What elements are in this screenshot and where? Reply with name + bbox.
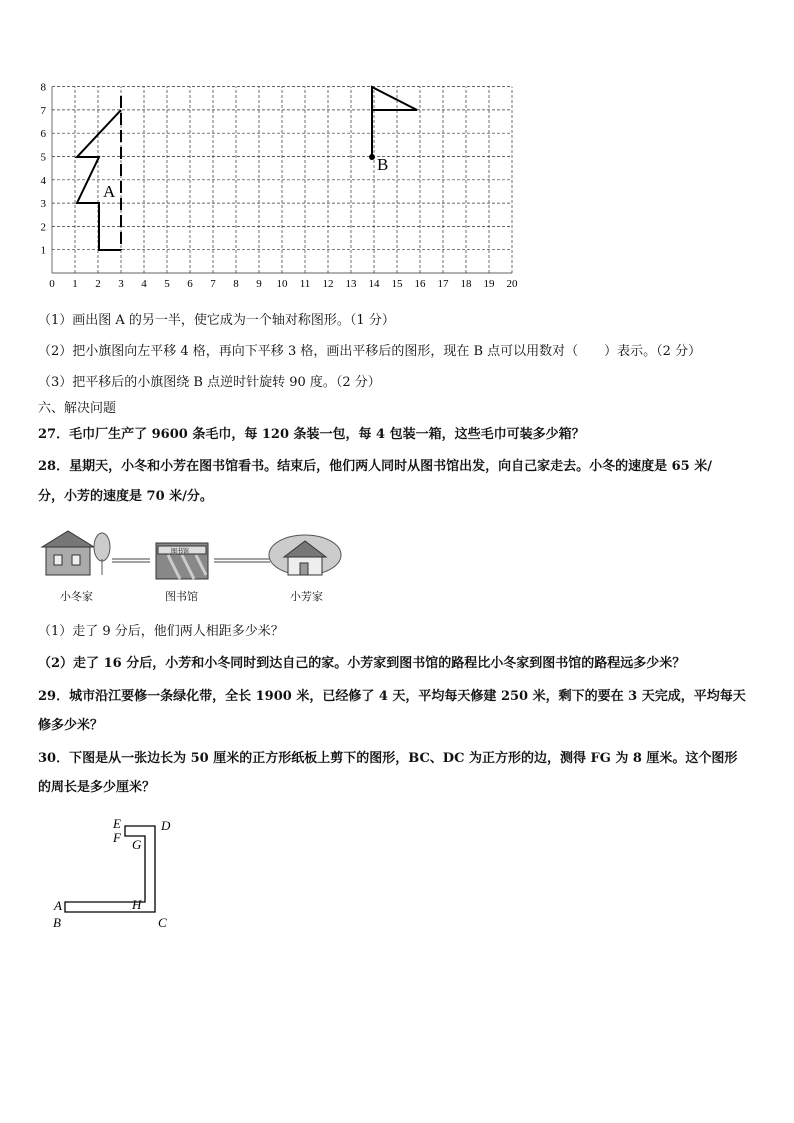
x-tick-label: 6 (187, 278, 193, 290)
y-tick-label: 5 (40, 151, 46, 164)
question-26-3: （3）把平移后的小旗图绕 B 点逆时针旋转 90 度。（2 分） (38, 375, 381, 390)
question-28-line2: 分，小芳的速度是 70 米/分。 (38, 489, 213, 504)
y-tick-label: 1 (40, 244, 46, 257)
library-picture (156, 543, 208, 579)
y-tick-label: 6 (40, 128, 46, 141)
x-tick-label: 2 (95, 278, 101, 290)
question-30-line1: 30．下图是从一张边长为 50 厘米的正方形纸板上剪下的图形，BC、DC 为正方形的边，测得 FG 为 8 厘米。这个图形 (38, 751, 738, 766)
xiaodong-house-picture (42, 531, 110, 575)
label-d: D (161, 818, 171, 833)
l-shape-outline (65, 826, 155, 912)
question-28-line1: 28．星期天，小冬和小芳在图书馆看书。结束后，他们两人同时从图书馆出发，向自己家走去。小冬的速度是 65 米/ (38, 459, 712, 474)
point-b (369, 154, 375, 160)
label-a: A (54, 898, 62, 913)
route-illustration (40, 525, 360, 585)
x-tick-label: 10 (276, 278, 288, 290)
x-tick-label: 11 (299, 278, 311, 290)
section-heading: 六、解决问题 (38, 401, 117, 416)
x-tick-label: 4 (141, 278, 147, 290)
x-tick-label: 3 (118, 278, 124, 290)
label-point-b: B (377, 155, 389, 174)
y-tick-label: 2 (40, 221, 46, 234)
y-tick-label: 3 (40, 198, 46, 211)
flag-shape (372, 87, 417, 157)
y-axis-ticks (41, 82, 47, 257)
x-tick-label: 7 (210, 278, 216, 290)
x-tick-label: 20 (506, 278, 518, 290)
y-tick-label: 4 (40, 174, 46, 187)
x-tick-label: 14 (368, 278, 380, 290)
question-30-line2: 的周长是多少厘米？ (38, 780, 156, 795)
x-tick-label: 5 (164, 278, 170, 290)
xiaofang-house-picture (269, 535, 341, 575)
l-shape-figure (50, 812, 190, 937)
label-f: F (113, 830, 121, 845)
question-27: 27．毛巾厂生产了 9600 条毛巾，每 120 条装一包，每 4 包装一箱，这些毛巾可装多少箱？ (38, 427, 585, 442)
x-tick-label: 19 (483, 278, 495, 290)
x-axis-ticks (49, 278, 518, 290)
label-g: G (132, 837, 142, 852)
question-26-1: （1）画出图 A 的另一半，使它成为一个轴对称图形。（1 分） (38, 313, 395, 328)
y-tick-label: 8 (40, 81, 46, 94)
coordinate-grid (30, 78, 530, 293)
x-tick-label: 15 (391, 278, 403, 290)
x-tick-label: 16 (414, 278, 426, 290)
caption-xiaofang-home: 小芳家 (290, 590, 323, 603)
x-tick-label: 9 (256, 278, 262, 290)
x-tick-label: 12 (322, 278, 334, 290)
question-28-1: （1）走了 9 分后，他们两人相距多少米？ (38, 624, 284, 639)
label-figure-a: A (103, 182, 116, 201)
x-tick-label: 8 (233, 278, 239, 290)
label-h: H (132, 897, 142, 912)
caption-xiaodong-home: 小冬家 (60, 590, 93, 603)
question-28-2: （2）走了 16 分后，小芳和小冬同时到达自己的家。小芳家到图书馆的路程比小冬家到图书馆的路程远多少米？ (38, 656, 686, 671)
x-tick-label: 18 (460, 278, 472, 290)
x-tick-label: 1 (72, 278, 78, 290)
x-tick-label: 17 (437, 278, 449, 290)
label-e: E (113, 816, 121, 831)
question-26-2: （2）把小旗图向左平移 4 格，再向下平移 3 格，画出平移后的图形，现在 B 点可以用数对（ ）表示。（2 分） (38, 344, 702, 359)
x-tick-label: 13 (345, 278, 357, 290)
label-b: B (53, 915, 61, 930)
question-29-line2: 修多少米？ (38, 718, 104, 733)
library-sign: 图书馆 (171, 549, 190, 555)
x-tick-label: 0 (49, 278, 55, 290)
label-c: C (158, 915, 167, 930)
y-tick-label: 7 (40, 104, 46, 117)
caption-library: 图书馆 (165, 590, 198, 603)
question-29-line1: 29．城市沿江要修一条绿化带，全长 1900 米，已经修了 4 天，平均每天修建 250 米，剩下的要在 3 天完成，平均每天 (38, 689, 746, 704)
